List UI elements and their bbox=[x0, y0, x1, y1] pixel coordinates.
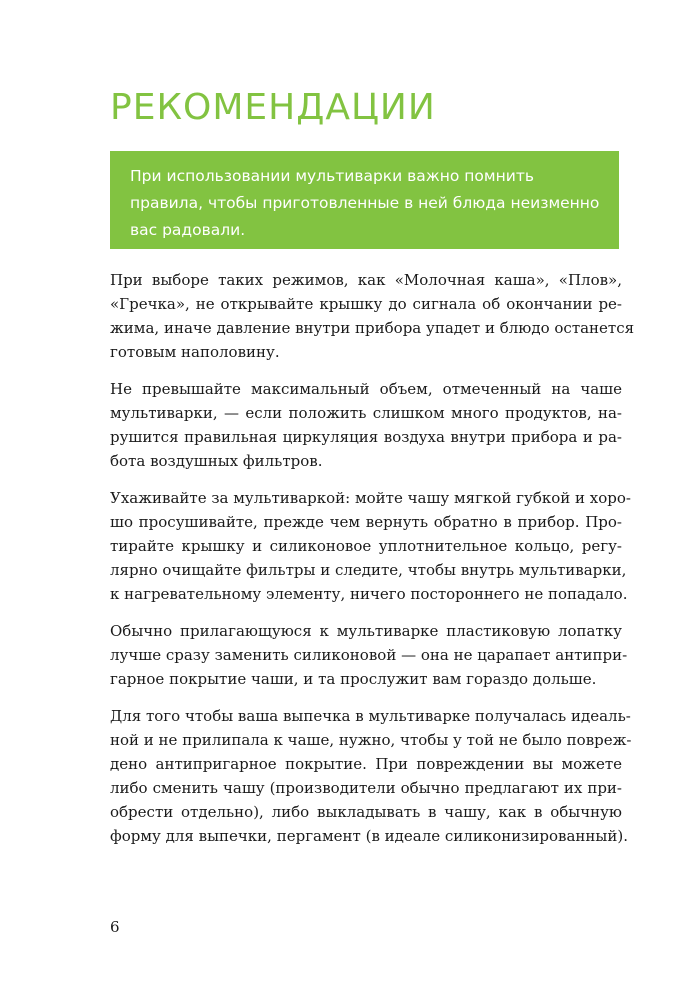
paragraph-lid-warning bbox=[110, 268, 635, 364]
text-line: ной и не прилипала к чаше, нужно, чтобы у той не было повреж- bbox=[110, 731, 632, 749]
paragraph-baking bbox=[110, 704, 632, 848]
text-line: Обычно прилагающуюся к мультиварке пластиковую лопатку bbox=[110, 622, 622, 640]
intro-callout-text bbox=[130, 163, 599, 244]
text-line: При выборе таких режимов, как «Молочная каша», «Плов», bbox=[110, 271, 622, 289]
text-line: жима, иначе давление внутри прибора упадет и блюдо останется bbox=[110, 319, 635, 337]
text-line: шо просушивайте, прежде чем вернуть обратно в прибор. Про- bbox=[110, 513, 622, 531]
text-line: бота воздушных фильтров. bbox=[110, 452, 323, 470]
paragraph-max-volume bbox=[110, 377, 622, 473]
paragraph-spatula bbox=[110, 619, 628, 691]
text-line: «Гречка», не открывайте крышку до сигнала об окончании ре- bbox=[110, 295, 622, 313]
text-line: лучше сразу заменить силиконовой — она не царапает антипри- bbox=[110, 646, 628, 664]
text-line: Не превышайте максимальный объем, отмеченный на чаше bbox=[110, 380, 622, 398]
intro-callout-box bbox=[110, 151, 619, 249]
text-line: Для того чтобы ваша выпечка в мультиварке получалась идеаль- bbox=[110, 707, 631, 725]
text-line: форму для выпечки, пергамент (в идеале силиконизированный). bbox=[110, 827, 628, 845]
text-line: рушится правильная циркуляция воздуха внутри прибора и ра- bbox=[110, 428, 622, 446]
paragraph-care bbox=[110, 486, 632, 606]
text-line: к нагревательному элементу, ничего постороннего не попадало. bbox=[110, 585, 628, 603]
text-line: лярно очищайте фильтры и следите, чтобы внутрь мультиварки, bbox=[110, 561, 627, 579]
callout-line: правила, чтобы приготовленные в ней блюда неизменно bbox=[130, 194, 600, 212]
callout-line: вас радовали. bbox=[130, 221, 246, 239]
page-number: 6 bbox=[110, 918, 120, 936]
text-line: гарное покрытие чаши, и та прослужит вам гораздо дольше. bbox=[110, 670, 597, 688]
text-line: тирайте крышку и силиконовое уплотнительное кольцо, регу- bbox=[110, 537, 622, 555]
body-text bbox=[110, 268, 635, 861]
text-line: мультиварки, — если положить слишком много продуктов, на- bbox=[110, 404, 622, 422]
text-line: либо сменить чашу (производители обычно предлагают их при- bbox=[110, 779, 622, 797]
text-line: готовым наполовину. bbox=[110, 343, 280, 361]
section-heading: РЕКОМЕНДАЦИИ bbox=[110, 87, 436, 128]
text-line: Ухаживайте за мультиваркой: мойте чашу мягкой губкой и хоро- bbox=[110, 489, 632, 507]
text-line: дено антипригарное покрытие. При повреждении вы можете bbox=[110, 755, 622, 773]
callout-line: При использовании мультиварки важно помнить bbox=[130, 167, 534, 185]
text-line: обрести отдельно), либо выкладывать в чашу, как в обычную bbox=[110, 803, 622, 821]
